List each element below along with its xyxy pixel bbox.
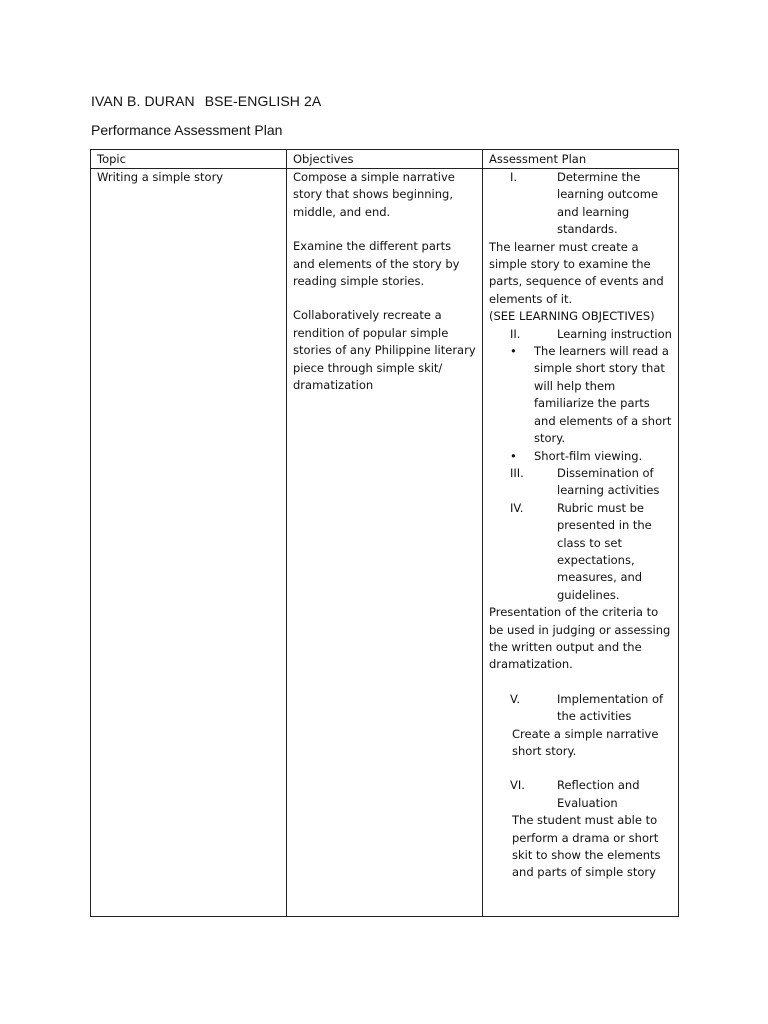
objective-item: Collaboratively recreate a rendition of popular simple stories of any Philippine literary piece through simple skit/ dramatization: [293, 308, 476, 393]
step-number: III.: [510, 465, 524, 480]
bullet-icon: •: [510, 344, 517, 359]
step-note: (SEE LEARNING OBJECTIVES): [489, 309, 655, 324]
plan-step-2: [489, 326, 672, 343]
column-header-topic: Topic: [91, 150, 287, 169]
objectives-cell: [287, 169, 483, 917]
table-header-row: [91, 150, 679, 169]
column-header-assessment-plan: Assessment Plan: [483, 150, 679, 169]
step-body: Create a simple narrative short story.: [512, 726, 659, 758]
objective-item: Compose a simple narrative story that shows beginning, middle, and end.: [293, 170, 455, 219]
column-header-objectives: Objectives: [287, 150, 483, 169]
bullet-text: The learners will read a simple short story that will help them familiarize the parts and elements of a short story.: [534, 344, 672, 446]
step-number: IV.: [510, 500, 524, 515]
step-title: Learning instruction: [557, 326, 672, 341]
course-name: BSE-ENGLISH 2A: [204, 93, 322, 109]
list-item: [489, 448, 672, 465]
plan-step-4: [489, 500, 672, 604]
plan-step-1: [489, 169, 672, 239]
step-title: Determine the learning outcome and learning standards.: [557, 170, 659, 237]
plan-step-6: [489, 777, 672, 812]
objective-item: Examine the different parts and elements of the story by reading simple stories.: [293, 239, 460, 289]
assessment-plan-cell: [483, 169, 679, 917]
document-header: [91, 93, 321, 109]
list-item: [489, 343, 672, 447]
step-body: The student must able to perform a drama or short skit to show the elements and parts of simple story: [512, 813, 661, 880]
step-title: Dissemination of learning activities: [557, 465, 660, 498]
table-row: [91, 169, 679, 917]
step-number: V.: [510, 691, 521, 706]
step-title: Rubric must be presented in the class to set expectations, measures, and guidelines.: [557, 500, 652, 602]
assessment-plan-table: [90, 149, 679, 917]
topic-text: Writing a simple story: [97, 170, 224, 184]
step-body: The learner must create a simple story to examine the parts, sequence of events and elements of it.: [489, 239, 664, 306]
step-number: I.: [510, 170, 518, 184]
bullet-icon: •: [510, 448, 517, 463]
topic-cell: [91, 169, 287, 917]
plan-step-3: [489, 465, 672, 500]
step-body: Presentation of the criteria to be used in judging or assessing the written output and the dramatization.: [489, 605, 671, 672]
plan-step-5: [489, 691, 672, 726]
step-title: Implementation of the activities: [557, 691, 664, 724]
step-title: Reflection and Evaluation: [557, 778, 640, 810]
author-name: IVAN B. DURAN: [91, 93, 195, 109]
document-subtitle: Performance Assessment Plan: [91, 122, 283, 138]
step-number: II.: [510, 326, 521, 341]
bullet-text: Short-film viewing.: [534, 448, 643, 463]
step-number: VI.: [510, 778, 525, 793]
